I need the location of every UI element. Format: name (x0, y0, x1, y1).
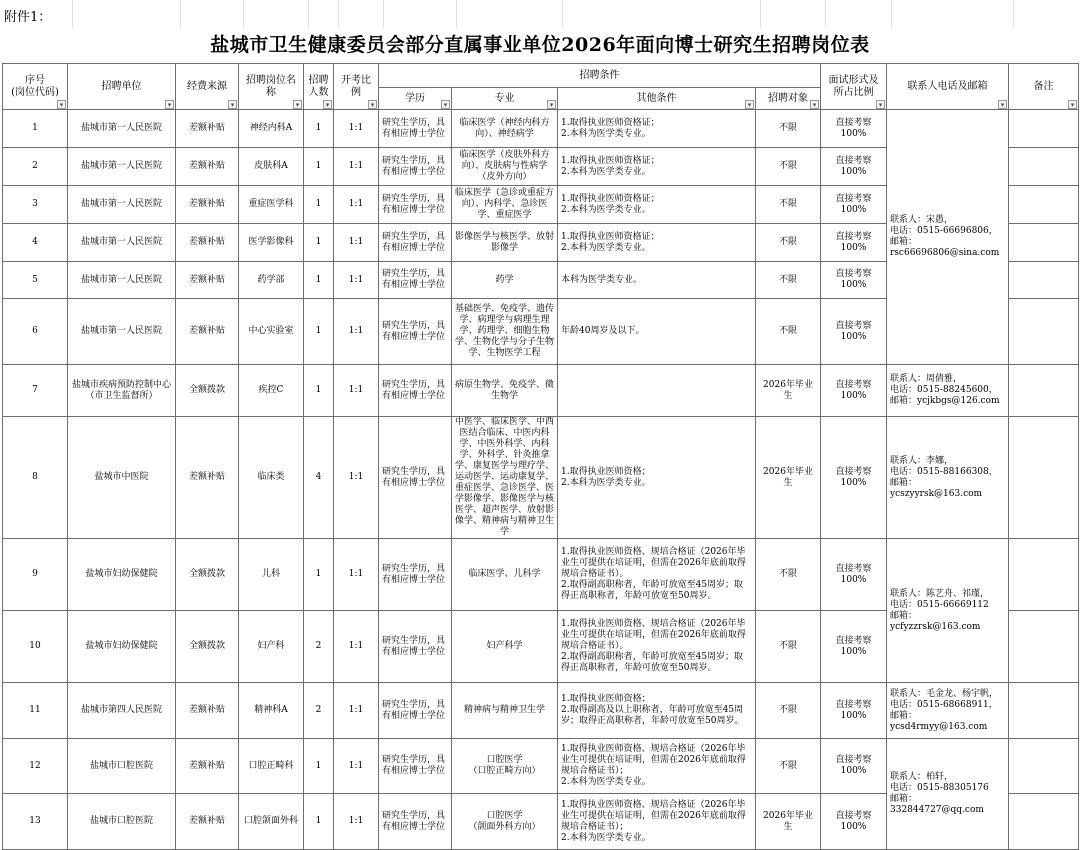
count-cell: 1 (304, 739, 334, 794)
unit-cell: 盐城市第四人民医院 (68, 683, 176, 739)
fund-cell: 差额补贴 (176, 417, 239, 539)
unit-cell: 盐城市第一人民医院 (68, 110, 176, 148)
interview-cell: 直接考察100% (821, 365, 887, 417)
edu-cell: 研究生学历，具有相应博士学位 (379, 539, 452, 611)
seq-cell: 9 (3, 539, 68, 611)
unit-cell: 盐城市第一人民医院 (68, 262, 176, 299)
other-cell: 1.取得执业医师资格证； 2.本科为医学类专业。 (558, 186, 756, 224)
seq-cell: 6 (3, 299, 68, 365)
header-unit[interactable]: 招聘单位 ▾ (68, 64, 176, 110)
ratio-cell: 1:1 (334, 794, 379, 850)
other-cell: 1.取得执业医师资格、规培合格证（2026年毕业生可提供在培证明，但需在2026年底前取得规培合格证书）。 2.取得副高职称者，年龄可放宽至45周岁；取得正高职称者，年龄可放宽至50周岁。 (558, 539, 756, 611)
unit-cell: 盐城市第一人民医院 (68, 299, 176, 365)
ratio-cell: 1:1 (334, 611, 379, 683)
fund-cell: 全额拨款 (176, 365, 239, 417)
target-cell: 不限 (756, 539, 821, 611)
remark-cell (1009, 299, 1079, 365)
remark-cell (1009, 739, 1079, 794)
major-cell: 药学 (452, 262, 558, 299)
header-count[interactable]: 招聘 人数 ▾ (304, 64, 334, 110)
fund-cell: 差额补贴 (176, 224, 239, 262)
major-cell: 病原生物学、免疫学、微生物学 (452, 365, 558, 417)
major-cell: 口腔医学 （口腔正畸方向） (452, 739, 558, 794)
unit-cell: 盐城市口腔医院 (68, 739, 176, 794)
other-cell: 1.取得执业医师资格、规培合格证（2026年毕业生可提供在培证明，但需在2026年底前取得规培合格证书）； 2.本科为医学类专业。 (558, 739, 756, 794)
interview-cell: 直接考察100% (821, 539, 887, 611)
recruitment-table (2, 63, 1079, 850)
ratio-cell: 1:1 (334, 186, 379, 224)
edu-cell: 研究生学历，具有相应博士学位 (379, 739, 452, 794)
seq-cell: 1 (3, 110, 68, 148)
count-cell: 4 (304, 417, 334, 539)
post-cell: 精神科A (239, 683, 304, 739)
seq-cell: 4 (3, 224, 68, 262)
major-cell: 精神病与精神卫生学 (452, 683, 558, 739)
remark-cell (1009, 683, 1079, 739)
major-cell: 临床医学（神经内科方向）、神经病学 (452, 110, 558, 148)
other-cell: 本科为医学类专业。 (558, 262, 756, 299)
post-cell: 重症医学科 (239, 186, 304, 224)
edu-cell: 研究生学历，具有相应博士学位 (379, 186, 452, 224)
other-cell: 年龄40周岁及以下。 (558, 299, 756, 365)
other-cell: 1.取得执业医师资格、规培合格证（2026年毕业生可提供在培证明，但需在2026年底前取得规培合格证书）。 2.取得副高职称者，年龄可放宽至45周岁；取得正高职称者，年龄可放宽至50周岁。 (558, 611, 756, 683)
edu-cell: 研究生学历，具有相应博士学位 (379, 224, 452, 262)
ratio-cell: 1:1 (334, 417, 379, 539)
interview-cell: 直接考察100% (821, 794, 887, 850)
seq-cell: 7 (3, 365, 68, 417)
fund-cell: 全额拨款 (176, 539, 239, 611)
post-cell: 临床类 (239, 417, 304, 539)
unit-cell: 盐城市第一人民医院 (68, 224, 176, 262)
ratio-cell: 1:1 (334, 224, 379, 262)
table-row (3, 110, 1079, 148)
ratio-cell: 1:1 (334, 683, 379, 739)
header-other[interactable]: 其他条件 ▾ (558, 88, 756, 110)
table-row (3, 539, 1079, 611)
post-cell: 妇产科 (239, 611, 304, 683)
interview-cell: 直接考察100% (821, 262, 887, 299)
table-row (3, 365, 1079, 417)
seq-cell: 12 (3, 739, 68, 794)
target-cell: 不限 (756, 224, 821, 262)
remark-cell (1009, 110, 1079, 148)
other-cell: 1.取得执业医师资格； 2.取得副高及以上职称者，年龄可放宽至45周岁；取得正高职称者，年龄可放宽至50周岁。 (558, 683, 756, 739)
interview-cell: 直接考察100% (821, 299, 887, 365)
seq-cell: 11 (3, 683, 68, 739)
header-interview[interactable]: 面试形式及所占比例 ▾ (821, 64, 887, 110)
other-cell: 1.取得执业医师资格证； 2.本科为医学类专业。 (558, 148, 756, 186)
unit-cell: 盐城市妇幼保健院 (68, 611, 176, 683)
target-cell: 2026年毕业生 (756, 794, 821, 850)
interview-cell: 直接考察100% (821, 148, 887, 186)
major-cell: 中医学、临床医学、中西医结合临床、中医内科学、中医外科学、内科学、外科学、针灸推拿学、康复医学与理疗学、运动医学、运动康复学、重症医学、急诊医学、医学影像学、影像医学与核医学、超声医学、放射影像学、精神病与精神卫生学 (452, 417, 558, 539)
target-cell: 不限 (756, 110, 821, 148)
table-row (3, 739, 1079, 794)
fund-cell: 差额补贴 (176, 186, 239, 224)
contact-cell: 联系人：周倩雅， 电话：0515-88245600， 邮箱：ycjkbgs@126.com (887, 365, 1009, 417)
count-cell: 1 (304, 539, 334, 611)
unit-cell: 盐城市口腔医院 (68, 794, 176, 850)
count-cell: 1 (304, 262, 334, 299)
ratio-cell: 1:1 (334, 365, 379, 417)
target-cell: 不限 (756, 611, 821, 683)
remark-cell (1009, 262, 1079, 299)
ratio-cell: 1:1 (334, 262, 379, 299)
remark-cell (1009, 365, 1079, 417)
post-cell: 神经内科A (239, 110, 304, 148)
unit-cell: 盐城市疾病预防控制中心（市卫生监督所） (68, 365, 176, 417)
edu-cell: 研究生学历，具有相应博士学位 (379, 611, 452, 683)
seq-cell: 8 (3, 417, 68, 539)
ratio-cell: 1:1 (334, 148, 379, 186)
remark-cell (1009, 417, 1079, 539)
remark-cell (1009, 794, 1079, 850)
target-cell: 不限 (756, 683, 821, 739)
seq-cell: 5 (3, 262, 68, 299)
seq-cell: 10 (3, 611, 68, 683)
unit-cell: 盐城市妇幼保健院 (68, 539, 176, 611)
interview-cell: 直接考察100% (821, 739, 887, 794)
count-cell: 1 (304, 186, 334, 224)
fund-cell: 差额补贴 (176, 148, 239, 186)
post-cell: 中心实验室 (239, 299, 304, 365)
fund-cell: 差额补贴 (176, 262, 239, 299)
remark-cell (1009, 224, 1079, 262)
other-cell (558, 365, 756, 417)
fund-cell: 差额补贴 (176, 683, 239, 739)
fund-cell: 差额补贴 (176, 299, 239, 365)
interview-cell: 直接考察100% (821, 186, 887, 224)
post-cell: 药学部 (239, 262, 304, 299)
sheet-gridlines (0, 0, 1080, 28)
edu-cell: 研究生学历，具有相应博士学位 (379, 794, 452, 850)
count-cell: 1 (304, 148, 334, 186)
target-cell: 不限 (756, 186, 821, 224)
seq-cell: 13 (3, 794, 68, 850)
remark-cell (1009, 186, 1079, 224)
fund-cell: 全额拨款 (176, 611, 239, 683)
post-cell: 口腔颌面外科 (239, 794, 304, 850)
interview-cell: 直接考察100% (821, 417, 887, 539)
table-row (3, 417, 1079, 539)
unit-cell: 盐城市中医院 (68, 417, 176, 539)
major-cell: 基础医学、免疫学、遗传学、病理学与病理生理学、药理学、细胞生物学、生物化学与分子生物学、生物医学工程 (452, 299, 558, 365)
header-post[interactable]: 招聘岗位名称 ▾ (239, 64, 304, 110)
header-major[interactable]: 专业 ▾ (452, 88, 558, 110)
edu-cell: 研究生学历，具有相应博士学位 (379, 262, 452, 299)
target-cell: 不限 (756, 739, 821, 794)
edu-cell: 研究生学历，具有相应博士学位 (379, 299, 452, 365)
interview-cell: 直接考察100% (821, 224, 887, 262)
major-cell: 妇产科学 (452, 611, 558, 683)
unit-cell: 盐城市第一人民医院 (68, 186, 176, 224)
contact-cell: 联系人：李娜， 电话：0515-88166308， 邮箱：ycszyyrsk@163.com (887, 417, 1009, 539)
remark-cell (1009, 539, 1079, 611)
header-target[interactable]: 招聘对象 ▾ (756, 88, 821, 110)
interview-cell: 直接考察100% (821, 611, 887, 683)
header-seq[interactable]: 序号 (岗位代码) ▾ (3, 64, 68, 110)
count-cell: 1 (304, 299, 334, 365)
header-edu[interactable]: 学历 ▾ (379, 88, 452, 110)
page-title: 盐城市卫生健康委员会部分直属事业单位2026年面向博士研究生招聘岗位表 (210, 34, 870, 56)
fund-cell: 差额补贴 (176, 739, 239, 794)
remark-cell (1009, 148, 1079, 186)
fund-cell: 差额补贴 (176, 110, 239, 148)
edu-cell: 研究生学历，具有相应博士学位 (379, 417, 452, 539)
major-cell: 临床医学（急诊或重症方向）、内科学、急诊医学、重症医学 (452, 186, 558, 224)
header-conditions: 招聘条件 (379, 64, 821, 88)
other-cell: 1.取得执业医师资格、规培合格证（2026年毕业生可提供在培证明，但需在2026年底前取得规培合格证书）； 2.本科为医学类专业。 (558, 794, 756, 850)
count-cell: 1 (304, 794, 334, 850)
seq-cell: 3 (3, 186, 68, 224)
target-cell: 不限 (756, 262, 821, 299)
other-cell: 1.取得执业医师资格； 2.本科为医学类专业。 (558, 417, 756, 539)
unit-cell: 盐城市第一人民医院 (68, 148, 176, 186)
ratio-cell: 1:1 (334, 739, 379, 794)
major-cell: 临床医学（皮肤外科方向）、皮肤病与性病学（皮外方向） (452, 148, 558, 186)
edu-cell: 研究生学历，具有相应博士学位 (379, 110, 452, 148)
major-cell: 口腔医学 （颌面外科方向） (452, 794, 558, 850)
edu-cell: 研究生学历，具有相应博士学位 (379, 148, 452, 186)
contact-cell: 联系人：毛金龙、杨宇帆， 电话：0515-68668911， 邮箱：ycsd4rmyy@163.com (887, 683, 1009, 739)
count-cell: 1 (304, 110, 334, 148)
target-cell: 不限 (756, 148, 821, 186)
count-cell: 2 (304, 683, 334, 739)
interview-cell: 直接考察100% (821, 110, 887, 148)
major-cell: 临床医学、儿科学 (452, 539, 558, 611)
fund-cell: 差额补贴 (176, 794, 239, 850)
count-cell: 1 (304, 365, 334, 417)
header-contact[interactable]: 联系人电话及邮箱 ▾ (887, 64, 1009, 110)
contact-cell: 联系人：宋愚， 电话：0515-66696806， 邮箱：rsc66696806@sina.com (887, 110, 1009, 365)
post-cell: 医学影像科 (239, 224, 304, 262)
other-cell: 1.取得执业医师资格证； 2.本科为医学类专业。 (558, 110, 756, 148)
header-fund[interactable]: 经费来源 ▾ (176, 64, 239, 110)
target-cell: 2026年毕业生 (756, 365, 821, 417)
contact-cell: 联系人：柏轩， 电话：0515-88305176 邮箱：332844727@qq.com (887, 739, 1009, 850)
annex-label: 附件1： (4, 10, 52, 25)
seq-cell: 2 (3, 148, 68, 186)
target-cell: 2026年毕业生 (756, 417, 821, 539)
interview-cell: 直接考察100% (821, 683, 887, 739)
table-row (3, 683, 1079, 739)
post-cell: 儿科 (239, 539, 304, 611)
contact-cell: 联系人：陈艺舟、祁瑾， 电话：0515-66669112 邮箱：ycfyzzrsk@163.com (887, 539, 1009, 683)
count-cell: 1 (304, 224, 334, 262)
header-remark[interactable]: 备注 ▾ (1009, 64, 1079, 110)
post-cell: 疾控C (239, 365, 304, 417)
post-cell: 口腔正畸科 (239, 739, 304, 794)
major-cell: 影像医学与核医学、放射影像学 (452, 224, 558, 262)
ratio-cell: 1:1 (334, 110, 379, 148)
target-cell: 不限 (756, 299, 821, 365)
post-cell: 皮肤科A (239, 148, 304, 186)
remark-cell (1009, 611, 1079, 683)
table-body (3, 110, 1079, 850)
edu-cell: 研究生学历，具有相应博士学位 (379, 365, 452, 417)
other-cell: 1.取得执业医师资格证； 2.本科为医学类专业。 (558, 224, 756, 262)
edu-cell: 研究生学历，具有相应博士学位 (379, 683, 452, 739)
ratio-cell: 1:1 (334, 539, 379, 611)
header-ratio[interactable]: 开考比例 ▾ (334, 64, 379, 110)
ratio-cell: 1:1 (334, 299, 379, 365)
count-cell: 2 (304, 611, 334, 683)
